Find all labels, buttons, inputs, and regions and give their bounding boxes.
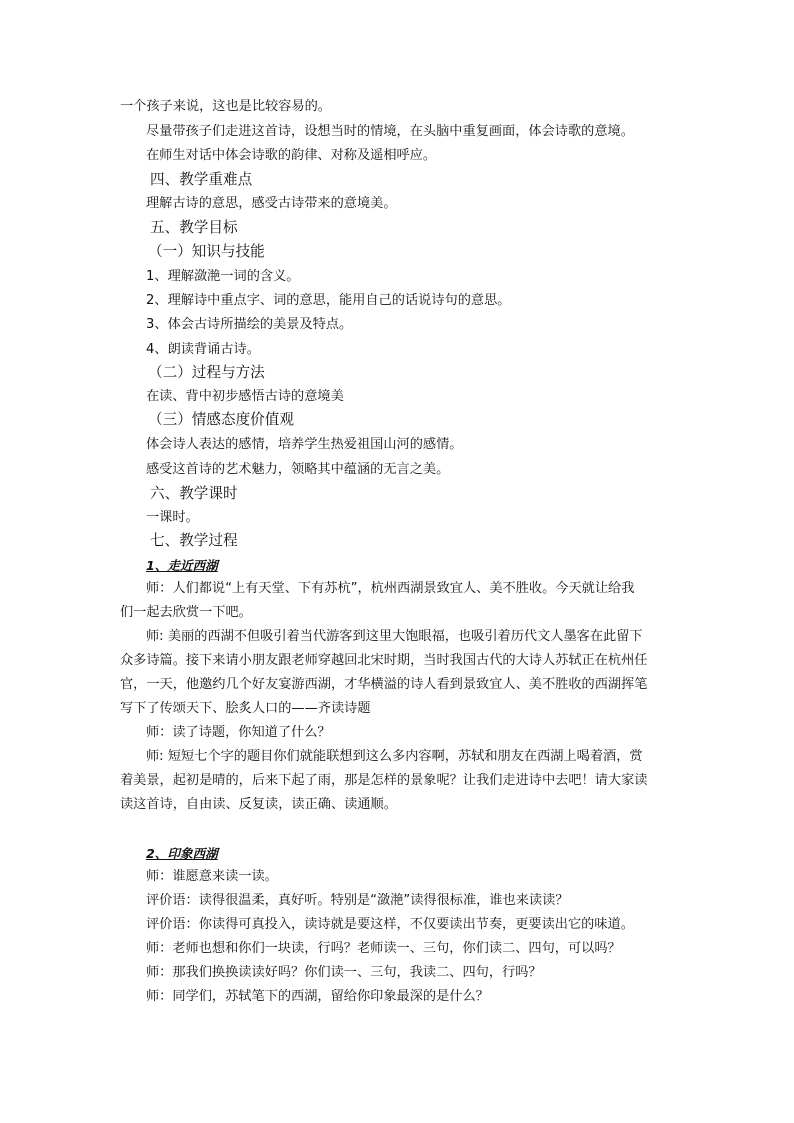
paragraph-line: 在读、背中初步感悟古诗的意境美	[146, 389, 344, 404]
paragraph-line: 们一起去欣赏一下吧。	[120, 605, 252, 620]
paragraph-line: 师：读了诗题，你知道了什么？	[146, 725, 331, 740]
paragraph-line: 写下了传颂天下、脍炙人口的——齐读诗题	[120, 701, 371, 716]
list-item: 2、理解诗中重点字、词的意思，能用自己的话说诗句的意思。	[146, 293, 511, 308]
paragraph-line: 师：那我们换换读读好吗？你们读一、三句，我读二、四句，行吗？	[146, 965, 542, 980]
paragraph-line: 评价语：你读得可真投入，读诗就是要这样，不仅要读出节奏，更要读出它的味道。	[146, 917, 634, 932]
list-item: 3、体会古诗所描绘的美景及特点。	[146, 317, 353, 332]
paragraph-line: 评价语：读得很温柔，真好听。特别是“潋滟”读得很标准，谁也来读读？	[146, 893, 569, 908]
section-heading: 六、教学课时	[150, 485, 238, 502]
section-heading: 四、教学重难点	[150, 171, 253, 188]
paragraph-line: 师：同学们，苏轼笔下的西湖，留给你印象最深的是什么？	[146, 989, 489, 1004]
paragraph-line: 师: 短短七个字的题目你们就能联想到这么多内容啊，苏轼和朋友在西湖上喝着酒，赏	[146, 749, 643, 764]
paragraph-line: 在师生对话中体会诗歌的韵律、对称及遥相呼应。	[146, 148, 437, 163]
list-item: 1、理解潋滟一词的含义。	[146, 269, 300, 284]
sub-heading: （二）过程与方法	[148, 364, 265, 381]
paragraph-line: 众多诗篇。接下来请小朋友跟老师穿越回北宋时期，当时我国古代的大诗人苏轼正在杭州任	[120, 653, 648, 668]
paragraph-line: 着美景，起初是晴的，后来下起了雨，那是怎样的景象呢？让我们走进诗中去吧！请大家读	[120, 773, 648, 788]
sub-heading: （一）知识与技能	[148, 243, 265, 260]
paragraph-line: 理解古诗的意思，感受古诗带来的意境美。	[146, 196, 397, 211]
paragraph-line: 师: 美丽的西湖不但吸引着当代游客到这里大饱眼福，也吸引着历代文人墨客在此留下	[146, 629, 643, 644]
paragraph-line: 师：人们都说“上有天堂、下有苏杭”，杭州西湖景致宜人、美不胜收。今天就让给我	[146, 581, 635, 596]
paragraph-line: 一个孩子来说，这也是比较容易的。	[120, 99, 331, 114]
list-item: 4、朗读背诵古诗。	[146, 342, 260, 357]
paragraph-line: 一课时。	[146, 510, 199, 525]
subsection-title: 2、印象西湖	[146, 846, 218, 861]
paragraph-line: 体会诗人表达的感情，培养学生热爱祖国山河的感情。	[146, 437, 463, 452]
sub-heading: （三）情感态度价值观	[148, 411, 294, 428]
subsection-title: 1、走近西湖	[146, 558, 218, 573]
paragraph-line: 尽量带孩子们走进这首诗，设想当时的情境，在头脑中重复画面，体会诗歌的意境。	[146, 124, 634, 139]
paragraph-line: 感受这首诗的艺术魅力，领略其中蕴涵的无言之美。	[146, 462, 450, 477]
paragraph-line: 读这首诗，自由读、反复读，读正确、读通顺。	[120, 797, 397, 812]
paragraph-line: 师：谁愿意来读一读。	[146, 869, 278, 884]
paragraph-line: 师：老师也想和你们一块读，行吗？老师读一、三句，你们读二、四句，可以吗？	[146, 941, 621, 956]
section-heading: 五、教学目标	[150, 219, 238, 236]
paragraph-line: 官，一天，他邀约几个好友宴游西湖，才华横溢的诗人看到景致宜人、美不胜收的西湖挥笔	[120, 677, 648, 692]
section-heading: 七、教学过程	[150, 532, 238, 549]
